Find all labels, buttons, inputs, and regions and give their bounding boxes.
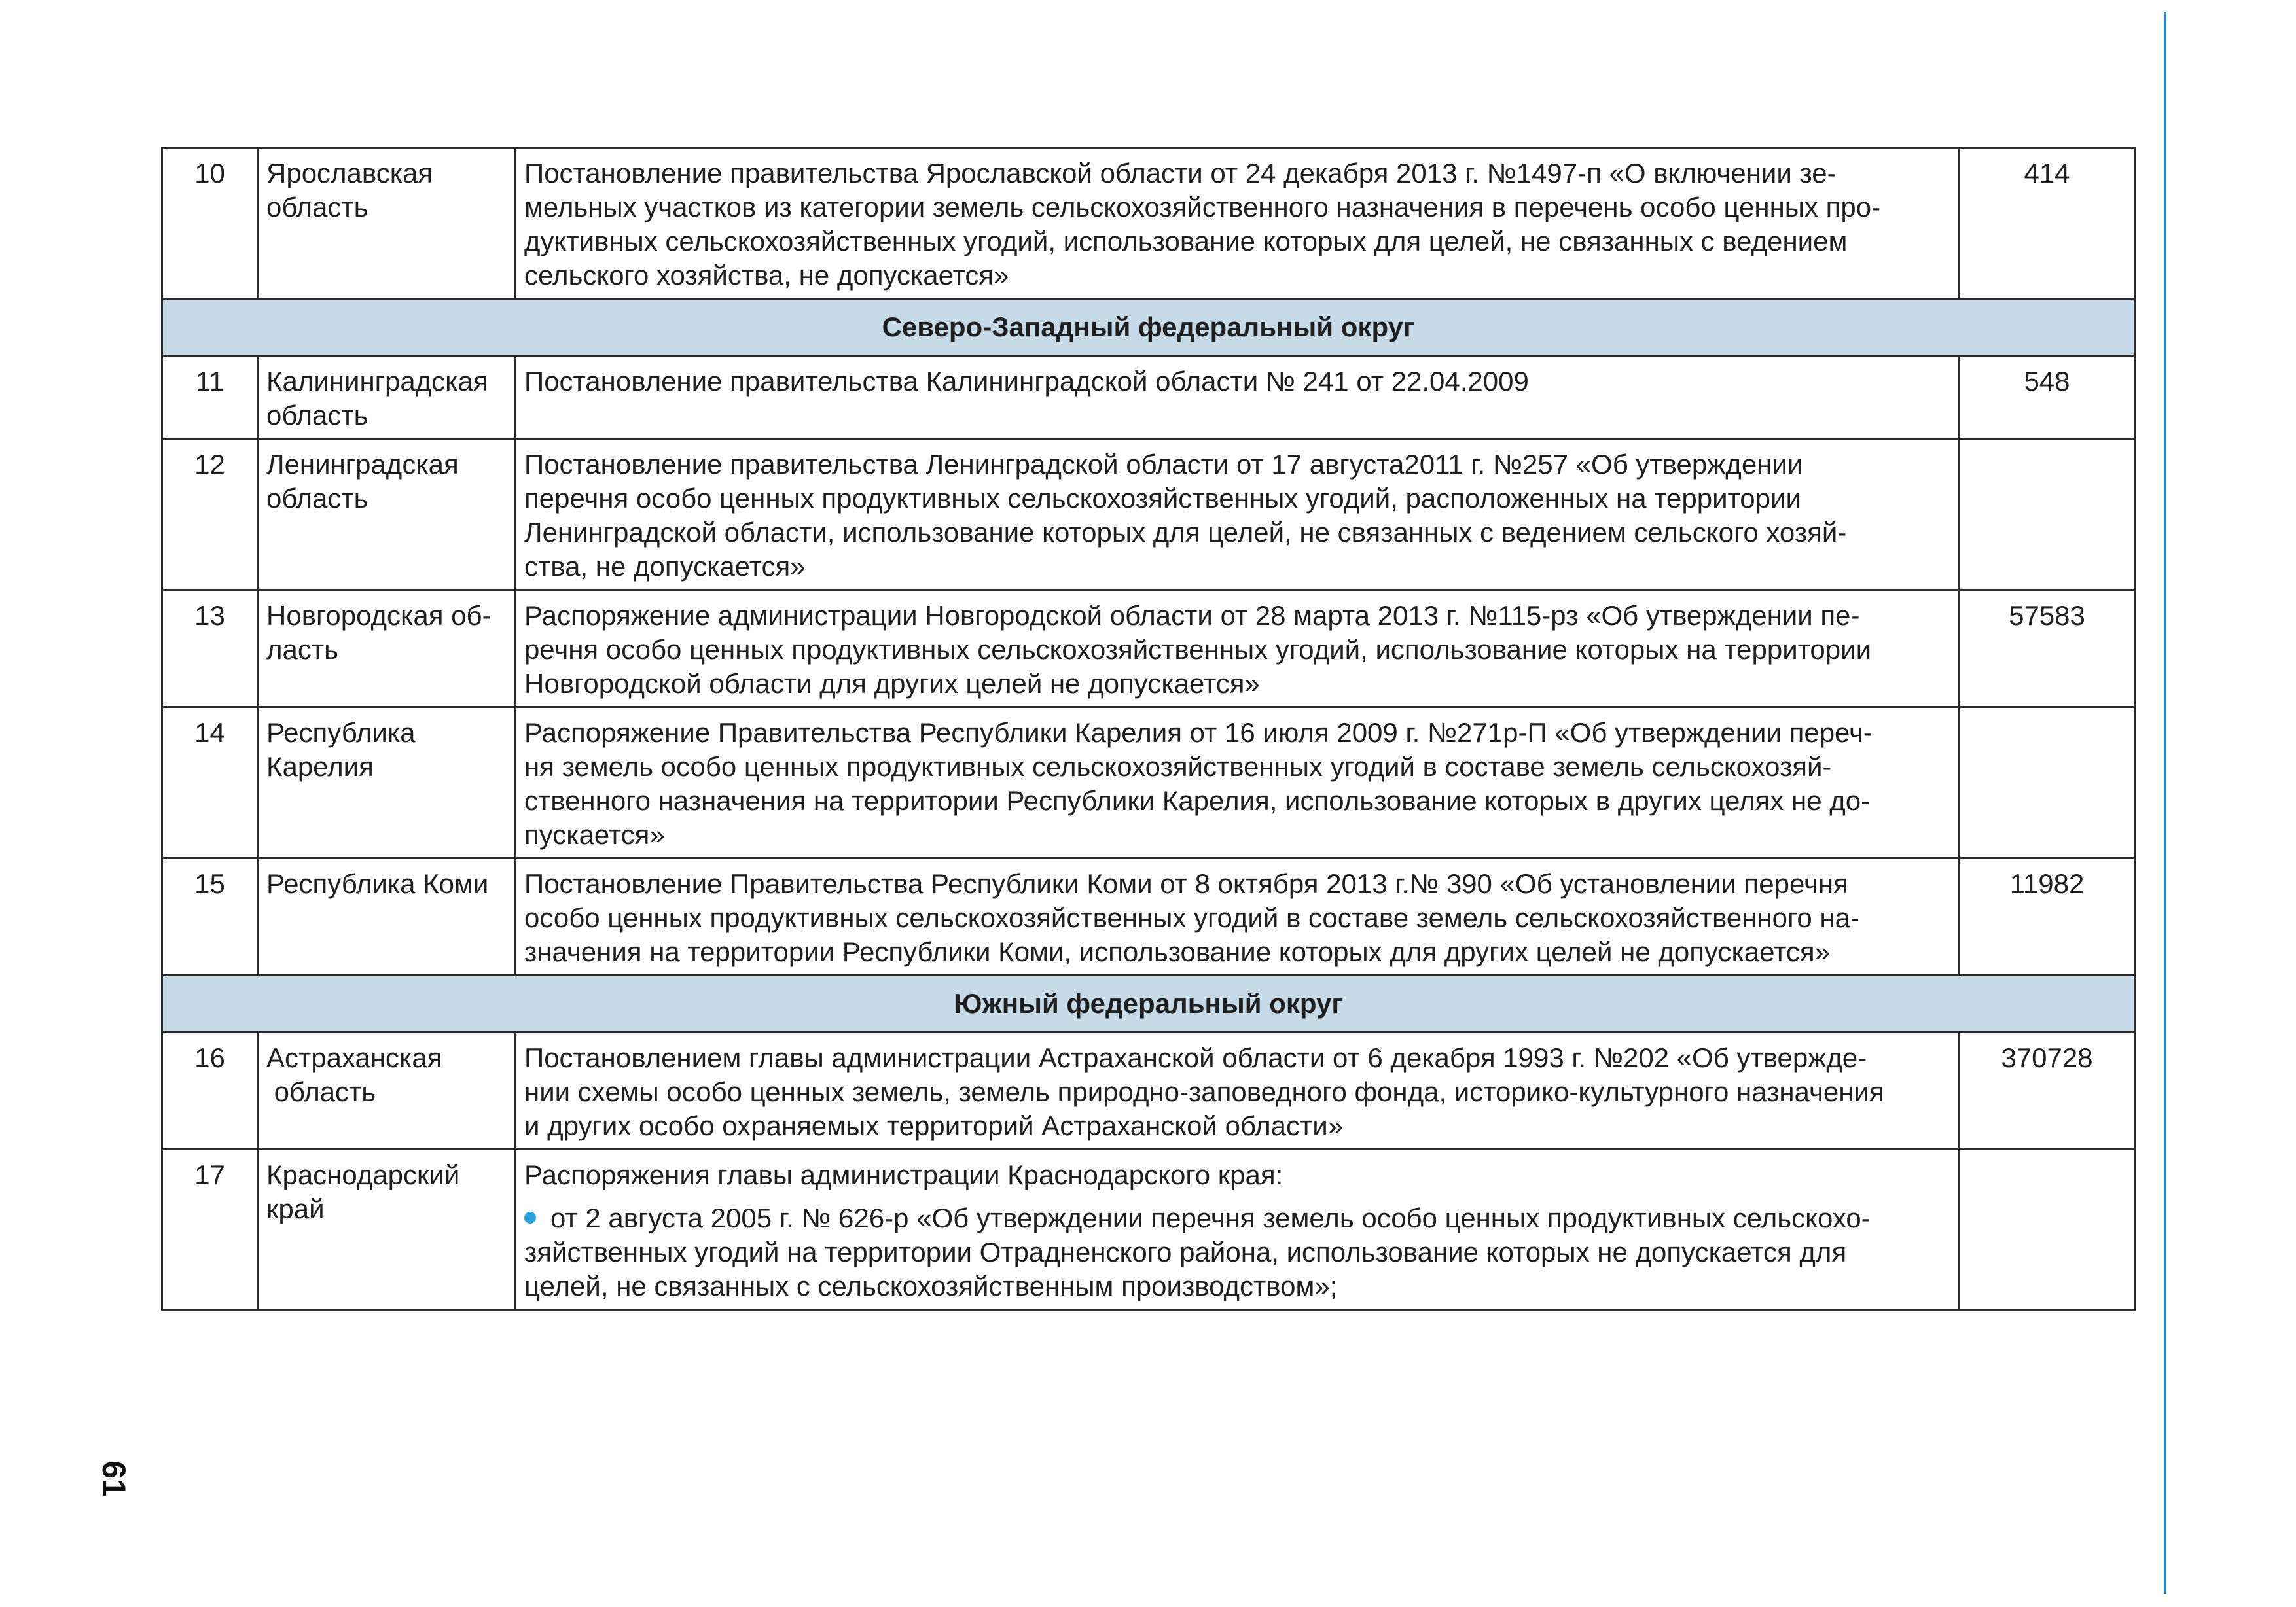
document-cell [516,356,1960,439]
section-header-row [162,976,2135,1033]
region-line: Астраханская [266,1042,442,1073]
region-name [258,707,516,858]
document-cell [516,148,1960,299]
row-number: 15 [162,858,258,976]
page-margin-rule [2164,12,2166,1594]
row-number: 13 [162,590,258,707]
section-title: Северо-Западный федеральный округ [162,299,2135,356]
row-number: 14 [162,707,258,858]
region-line: Краснодарский [266,1159,460,1190]
document-line: речня особо ценных продуктивных сельскохозяйственных угодий, использование которых на территории [524,634,1872,665]
region-line: область [266,192,368,222]
region-line: Калининградская [266,366,488,397]
region-line: область [266,1076,376,1107]
region-line: область [266,400,368,431]
document-line: нии схемы особо ценных земель, земель природно-заповедного фонда, историко-культурного назначения [524,1076,1884,1107]
document-line: Распоряжение Правительства Республики Карелия от 16 июля 2009 г. №271р-П «Об утверждении переч- [524,717,1873,748]
section-title: Южный федеральный округ [162,976,2135,1033]
area-value [1960,707,2135,858]
document-line: ня земель особо ценных продуктивных сельскохозяйственных угодий в составе земель сельскохозяй- [524,751,1832,782]
document-line: сельского хозяйства, не допускается» [524,260,1009,291]
table-row [162,858,2135,976]
document-intro: Распоряжения главы администрации Краснодарского края: [524,1159,1283,1190]
document-line: целей, не связанных с сельскохозяйственным производством»; [524,1271,1338,1301]
area-value [1960,1150,2135,1310]
document-line: и других особо охраняемых территорий Астраханской области» [524,1110,1344,1141]
document-line: зяйственных угодий на территории Отрадненского района, использование которых не допускается для [524,1237,1847,1267]
area-value: 548 [1960,356,2135,439]
document-cell [516,707,1960,858]
region-line: область [266,483,368,514]
document-line: перечня особо ценных продуктивных сельскохозяйственных угодий, расположенных на территории [524,483,1801,514]
document-cell [516,1033,1960,1150]
document-line: Постановление правительства Ярославской области от 24 декабря 2013 г. №1497-п «О включении зе- [524,158,1837,188]
region-line: Ярославская [266,158,433,188]
area-value: 57583 [1960,590,2135,707]
row-number: 17 [162,1150,258,1310]
table-row [162,148,2135,299]
document-line: мельных участков из категории земель сельскохозяйственного назначения в перечень особо ценных про- [524,192,1881,222]
row-number: 11 [162,356,258,439]
table-row [162,590,2135,707]
table-row [162,707,2135,858]
bullet-dot-icon [524,1212,536,1224]
region-name [258,590,516,707]
document-line: Постановление Правительства Республики Коми от 8 октября 2013 г.№ 390 «Об установлении перечня [524,868,1848,899]
document-line: Постановление правительства Ленинградской области от 17 августа2011 г. №257 «Об утверждении [524,449,1803,480]
row-number: 10 [162,148,258,299]
region-name [258,356,516,439]
document-line: особо ценных продуктивных сельскохозяйственных угодий в составе земель сельскохозяйственного на- [524,902,1859,933]
table-row [162,439,2135,590]
document-line: пускается» [524,819,665,850]
document-line: значения на территории Республики Коми, использование которых для других целей не допускается» [524,936,1830,967]
document-line: Распоряжение администрации Новгородской области от 28 марта 2013 г. №115-рз «Об утверждении пе- [524,600,1860,631]
page-number: 61 [96,1460,132,1497]
document-line: Постановление правительства Калининградской области № 241 от 22.04.2009 [524,366,1529,397]
section-header-row [162,299,2135,356]
area-value: 414 [1960,148,2135,299]
document-line: ственного назначения на территории Республики Карелия, использование которых в других целях не до- [524,785,1871,816]
area-value [1960,439,2135,590]
document-line: Ленинградской области, использование которых для целей, не связанных с ведением сельского хозяй- [524,517,1847,548]
region-line: край [266,1193,325,1224]
row-number: 12 [162,439,258,590]
document-line: Постановлением главы администрации Астраханской области от 6 декабря 1993 г. №202 «Об утвержде- [524,1042,1867,1073]
area-value: 370728 [1960,1033,2135,1150]
document-line: Новгородской области для других целей не допускается» [524,668,1260,699]
region-name [258,148,516,299]
document-cell [516,439,1960,590]
document-cell [516,590,1960,707]
bullet-item [524,1201,1950,1303]
region-line: Республика [266,717,416,748]
region-name [258,1033,516,1150]
regulations-table [161,147,2136,1311]
region-line: Республика Коми [266,868,489,899]
document-line: ства, не допускается» [524,551,806,582]
document-line: от 2 августа 2005 г. № 626-р «Об утверждении перечня земель особо ценных продуктивных сельскохо- [550,1203,1871,1233]
row-number: 16 [162,1033,258,1150]
document-cell [516,858,1960,976]
document-line: дуктивных сельскохозяйственных угодий, использование которых для целей, не связанных с ведением [524,226,1848,256]
region-name [258,858,516,976]
table-row [162,356,2135,439]
region-line: Карелия [266,751,374,782]
region-name [258,1150,516,1310]
region-name [258,439,516,590]
region-line: Ленинградская [266,449,459,480]
region-line: Новгородская об- [266,600,492,631]
document-cell [516,1150,1960,1310]
area-value: 11982 [1960,858,2135,976]
region-line: ласть [266,634,338,665]
table-row [162,1033,2135,1150]
table-row [162,1150,2135,1310]
